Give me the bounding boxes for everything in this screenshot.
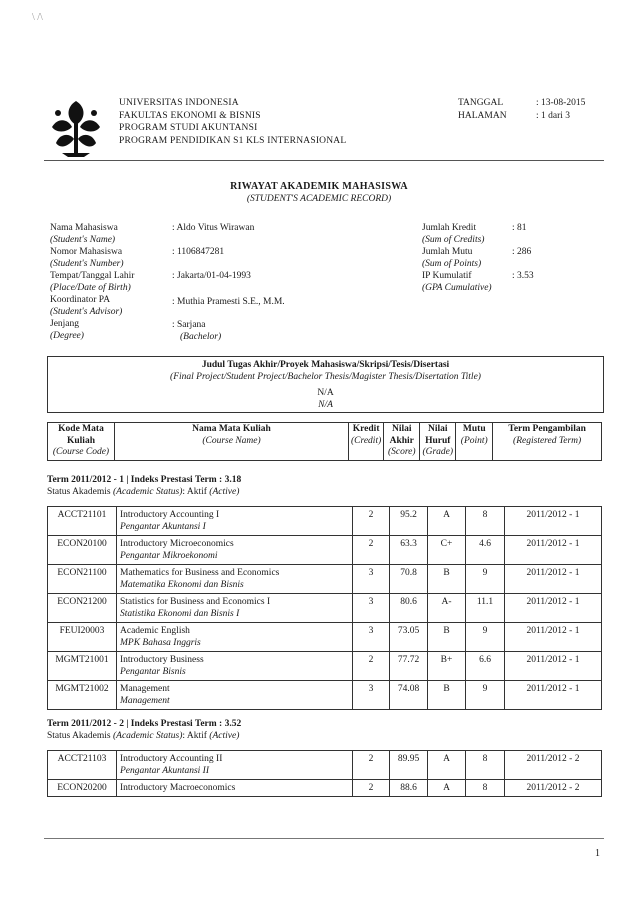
course-name-id: Pengantar Bisnis — [120, 667, 186, 677]
course-term-cell — [505, 751, 602, 780]
thesis-title: N/A — [317, 388, 334, 398]
course-point: 8 — [482, 754, 488, 764]
course-name-cell — [117, 565, 353, 594]
course-point-cell — [466, 594, 505, 623]
course-credit: 3 — [368, 597, 374, 607]
status-label-en: (Academic Status) — [112, 487, 183, 497]
status-label-en: (Academic Status) — [112, 731, 183, 741]
course-score: 89.95 — [397, 754, 420, 764]
course-term: 2011/2012 - 1 — [526, 597, 580, 607]
col-term-en: (Registered Term) — [513, 435, 582, 446]
credits-value: : 81 — [512, 223, 527, 233]
course-name-cell — [117, 751, 353, 780]
thesis-box — [47, 356, 604, 413]
credits-label-en: (Sum of Credits) — [422, 235, 485, 245]
course-credit: 2 — [368, 539, 374, 549]
col-credit-en: (Credit) — [351, 435, 382, 446]
student-info — [0, 222, 638, 347]
institution-line: PROGRAM PENDIDIKAN S1 KLS INTERNASIONAL — [119, 135, 347, 146]
course-point-cell — [466, 751, 505, 780]
page-label: HALAMAN — [458, 110, 507, 121]
advisor-label: Koordinator PA — [50, 295, 111, 305]
course-grade: B — [443, 684, 450, 694]
thesis-heading-en: (Final Project/Student Project/Bachelor Thesis/Magister Thesis/Disertation Title) — [170, 372, 481, 382]
course-code: ECON21100 — [57, 568, 107, 578]
course-name-cell — [117, 780, 353, 797]
course-credit: 3 — [368, 626, 374, 636]
col-grade-2: Huruf — [425, 435, 451, 446]
course-score: 77.72 — [397, 655, 420, 665]
course-score-cell — [390, 681, 428, 710]
course-grade-cell — [428, 652, 466, 681]
course-name-id: Pengantar Akuntansi II — [120, 766, 210, 776]
id-label: Nomor Mahasiswa — [50, 247, 123, 257]
course-grade-cell — [428, 681, 466, 710]
course-term-cell — [505, 507, 602, 536]
advisor-label-en: (Student's Advisor) — [50, 307, 123, 317]
birth-label: Tempat/Tanggal Lahir — [50, 271, 135, 281]
course-term: 2011/2012 - 2 — [526, 754, 580, 764]
points-value: : 286 — [512, 247, 532, 257]
page-value: : 1 dari 3 — [536, 110, 571, 121]
course-code: ECON20200 — [57, 783, 107, 793]
course-credit-cell — [353, 623, 390, 652]
course-point: 6.6 — [479, 655, 491, 665]
thesis-title-en: N/A — [318, 400, 333, 410]
course-grade: A- — [441, 597, 452, 607]
status-value-en: (Active) — [209, 487, 240, 497]
course-term-cell — [505, 623, 602, 652]
col-point-en: (Point) — [460, 435, 488, 446]
course-code: ECON20100 — [57, 539, 107, 549]
course-name: Introductory Accounting I — [120, 510, 220, 520]
course-code-cell — [48, 780, 117, 797]
course-code-cell — [48, 536, 117, 565]
course-table-header — [47, 422, 602, 461]
course-code-cell — [48, 652, 117, 681]
course-score: 63.3 — [400, 539, 417, 549]
course-term: 2011/2012 - 2 — [526, 783, 580, 793]
course-score-cell — [390, 594, 428, 623]
course-grade-cell — [428, 536, 466, 565]
course-code: MGMT21002 — [55, 684, 109, 694]
course-name-id: Pengantar Mikroekonomi — [120, 551, 218, 561]
course-credit: 2 — [368, 754, 374, 764]
course-term-cell — [505, 652, 602, 681]
course-code-cell — [48, 751, 117, 780]
course-name-id: Matematika Ekonomi dan Bisnis — [120, 580, 244, 590]
course-score-cell — [390, 652, 428, 681]
course-name: Mathematics for Business and Economics — [120, 568, 280, 578]
header-divider — [44, 160, 604, 161]
col-name: Nama Mata Kuliah — [192, 424, 271, 434]
course-credit-cell — [353, 594, 390, 623]
table-row — [48, 536, 602, 565]
institution-line: UNIVERSITAS INDONESIA — [119, 98, 239, 108]
course-point-cell — [466, 780, 505, 797]
course-name: Introductory Business — [120, 655, 204, 665]
student-degree-en: (Bachelor) — [180, 332, 222, 342]
course-credit: 2 — [368, 510, 374, 520]
course-term-cell — [505, 780, 602, 797]
course-code-cell — [48, 623, 117, 652]
course-term: 2011/2012 - 1 — [526, 655, 580, 665]
course-grade-cell — [428, 623, 466, 652]
student-name: : Aldo Vitus Wirawan — [172, 223, 255, 233]
course-credit: 2 — [368, 783, 374, 793]
course-name-cell — [117, 652, 353, 681]
course-name-id: Pengantar Akuntansi I — [120, 522, 206, 532]
course-name: Introductory Microeconomics — [120, 539, 234, 549]
course-table — [47, 750, 602, 797]
table-row — [48, 681, 602, 710]
course-point-cell — [466, 623, 505, 652]
course-grade-cell — [428, 780, 466, 797]
col-code: Kode Mata — [58, 424, 104, 434]
name-label: Nama Mahasiswa — [50, 223, 118, 233]
course-term-cell — [505, 681, 602, 710]
course-code-cell — [48, 507, 117, 536]
institution-block — [119, 97, 346, 147]
course-credit-cell — [353, 536, 390, 565]
course-code: ACCT21103 — [57, 754, 107, 764]
course-grade-cell — [428, 751, 466, 780]
credits-label: Jumlah Kredit — [422, 223, 477, 233]
course-score: 80.6 — [400, 597, 417, 607]
institution-line: PROGRAM STUDI AKUNTANSI — [119, 123, 258, 133]
course-term-cell — [505, 536, 602, 565]
course-score-cell — [390, 536, 428, 565]
course-code: ACCT21101 — [57, 510, 107, 520]
points-label: Jumlah Mutu — [422, 247, 473, 257]
footer-divider — [44, 838, 604, 839]
degree-label: Jenjang — [50, 319, 80, 329]
table-row — [48, 594, 602, 623]
course-name-cell — [117, 507, 353, 536]
col-code-en: (Course Code) — [52, 447, 110, 457]
course-name-cell — [117, 594, 353, 623]
term-title: Term 2011/2012 - 2 | Indeks Prestasi Term : 3.52 — [47, 719, 242, 729]
course-name-id: Statistika Ekonomi dan Bisnis I — [120, 609, 240, 619]
course-grade: B+ — [440, 655, 453, 665]
course-credit-cell — [353, 565, 390, 594]
status-value-en: (Active) — [209, 731, 240, 741]
degree-label-en: (Degree) — [50, 331, 84, 341]
course-point-cell — [466, 652, 505, 681]
course-credit: 3 — [368, 684, 374, 694]
table-row — [48, 507, 602, 536]
course-code: ECON21200 — [57, 597, 107, 607]
course-name: Introductory Accounting II — [120, 754, 223, 764]
student-birth: : Jakarta/01-04-1993 — [172, 271, 251, 281]
status-label: Status Akademis — [47, 487, 111, 497]
course-score-cell — [390, 751, 428, 780]
course-score: 74.08 — [397, 684, 420, 694]
term-title: Term 2011/2012 - 1 | Indeks Prestasi Term : 3.18 — [47, 475, 242, 485]
course-grade-cell — [428, 565, 466, 594]
table-row — [48, 652, 602, 681]
course-point: 11.1 — [476, 597, 494, 607]
scan-mark: \ /\ — [32, 12, 43, 23]
course-code: MGMT21001 — [55, 655, 109, 665]
student-id: : 1106847281 — [172, 247, 225, 257]
course-credit-cell — [353, 652, 390, 681]
col-name-en: (Course Name) — [202, 435, 261, 446]
table-row — [48, 623, 602, 652]
course-credit: 3 — [368, 568, 374, 578]
course-name-cell — [117, 623, 353, 652]
id-label-en: (Student's Number) — [50, 259, 124, 269]
course-score-cell — [390, 565, 428, 594]
document-title — [0, 181, 638, 205]
course-term-cell — [505, 594, 602, 623]
course-point: 8 — [482, 510, 488, 520]
course-grade-cell — [428, 507, 466, 536]
course-name-cell — [117, 536, 353, 565]
course-code-cell — [48, 594, 117, 623]
col-grade: Nilai — [428, 424, 448, 434]
course-grade: C+ — [440, 539, 453, 549]
status-value: : Aktif — [182, 487, 207, 497]
course-name-cell — [117, 681, 353, 710]
title-main: RIWAYAT AKADEMIK MAHASISWA — [230, 181, 408, 192]
course-point: 8 — [482, 783, 488, 793]
course-point: 4.6 — [479, 539, 491, 549]
table-row — [48, 751, 602, 780]
course-grade: A — [443, 783, 450, 793]
course-credit: 2 — [368, 655, 374, 665]
term-heading — [47, 718, 241, 742]
course-credit-cell — [353, 507, 390, 536]
course-table — [47, 506, 602, 710]
col-code-2: Kuliah — [67, 435, 95, 446]
table-row — [48, 565, 602, 594]
title-sub: (STUDENT'S ACADEMIC RECORD) — [246, 194, 392, 204]
course-name: Management — [120, 684, 170, 694]
course-point-cell — [466, 507, 505, 536]
course-grade: A — [443, 510, 450, 520]
course-score-cell — [390, 780, 428, 797]
col-score-en: (Score) — [387, 447, 416, 457]
institution-line: FAKULTAS EKONOMI & BISNIS — [119, 110, 261, 121]
course-score: 70.8 — [400, 568, 417, 578]
course-score: 95.2 — [400, 510, 417, 520]
gpa-label-en: (GPA Cumulative) — [422, 283, 492, 293]
university-seal-logo — [44, 97, 108, 161]
course-name: Statistics for Business and Economics I — [120, 597, 271, 607]
col-credit: Kredit — [352, 424, 380, 434]
course-point: 9 — [482, 626, 488, 636]
course-credit-cell — [353, 751, 390, 780]
birth-label-en: (Place/Date of Birth) — [50, 283, 131, 293]
course-point-cell — [466, 565, 505, 594]
course-term: 2011/2012 - 1 — [526, 510, 580, 520]
course-credit-cell — [353, 780, 390, 797]
status-value: : Aktif — [182, 731, 207, 741]
col-score-2: Akhir — [389, 435, 414, 446]
course-code: FEUI20003 — [59, 626, 105, 636]
course-point-cell — [466, 681, 505, 710]
gpa-value: : 3.53 — [512, 271, 534, 281]
course-code-cell — [48, 681, 117, 710]
col-point: Mutu — [462, 424, 486, 434]
course-grade-cell — [428, 594, 466, 623]
col-grade-en: (Grade) — [422, 447, 454, 457]
course-grade: B — [443, 568, 450, 578]
name-label-en: (Student's Name) — [50, 235, 116, 245]
course-name: Academic English — [120, 626, 190, 636]
date-value: : 13-08-2015 — [536, 98, 586, 108]
course-point: 9 — [482, 684, 488, 694]
thesis-heading: Judul Tugas Akhir/Proyek Mahasiswa/Skripsi/Tesis/Disertasi — [201, 360, 450, 370]
gpa-label: IP Kumulatif — [422, 271, 472, 281]
course-score: 88.6 — [400, 783, 417, 793]
course-name-id: Management — [120, 696, 170, 706]
student-advisor: : Muthia Pramesti S.E., M.M. — [172, 297, 285, 307]
course-grade: B — [443, 626, 450, 636]
course-term: 2011/2012 - 1 — [526, 539, 580, 549]
course-credit-cell — [353, 681, 390, 710]
course-name-id: MPK Bahasa Inggris — [120, 638, 201, 648]
col-score: Nilai — [392, 424, 412, 434]
col-term: Term Pengambilan — [508, 424, 586, 434]
course-score-cell — [390, 623, 428, 652]
term-heading — [47, 474, 241, 498]
table-row — [48, 780, 602, 797]
points-label-en: (Sum of Points) — [422, 259, 482, 269]
course-term: 2011/2012 - 1 — [526, 568, 580, 578]
course-point-cell — [466, 536, 505, 565]
course-grade: A — [443, 754, 450, 764]
course-score-cell — [390, 507, 428, 536]
date-label: TANGGAL — [458, 98, 504, 108]
status-label: Status Akademis — [47, 731, 111, 741]
course-term: 2011/2012 - 1 — [526, 684, 580, 694]
course-point: 9 — [482, 568, 488, 578]
page-number: 1 — [595, 848, 600, 859]
course-name: Introductory Macroeconomics — [120, 783, 236, 793]
student-degree: : Sarjana — [172, 320, 206, 330]
course-score: 73.05 — [397, 626, 420, 636]
course-term-cell — [505, 565, 602, 594]
course-code-cell — [48, 565, 117, 594]
document-meta — [458, 97, 585, 122]
course-term: 2011/2012 - 1 — [526, 626, 580, 636]
